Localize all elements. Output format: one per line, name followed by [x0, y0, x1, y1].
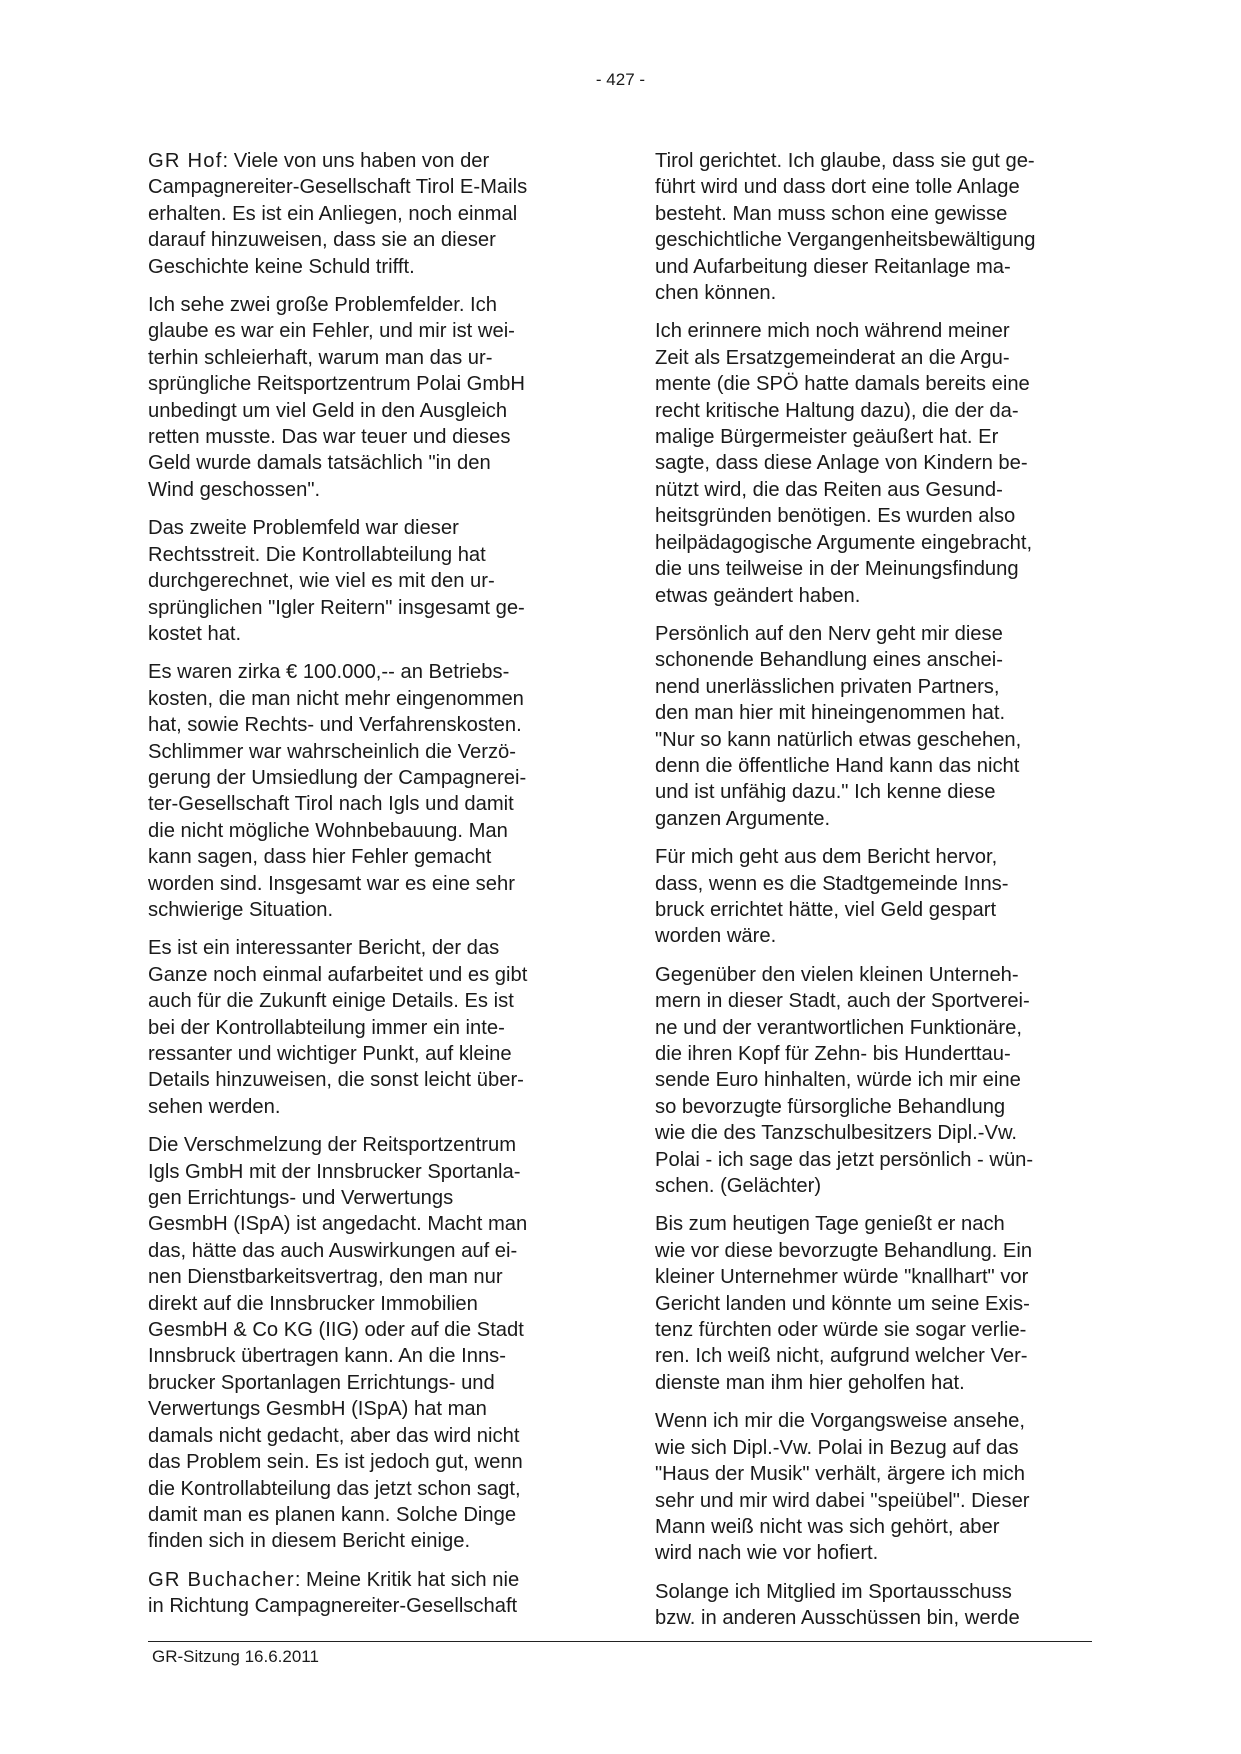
paragraph: Das zweite Problemfeld war dieser Rechtsstreit. Die Kontrollabteilung hat durchgerechnet, wie viel es mit den ur- sprünglichen "Igler Reitern" insgesamt ge- kostet hat. — [148, 517, 525, 645]
paragraph: Tirol gerichtet. Ich glaube, dass sie gut ge- führt wird und dass dort eine tolle Anlage besteht. Man muss schon eine gewisse geschichtliche Vergangenheitsbewältigung und Aufarbeitung dieser Reitanlage ma- chen können. — [655, 150, 1036, 305]
paragraph: Persönlich auf den Nerv geht mir diese schonende Behandlung eines anschei- nend unerlässlichen privaten Partners, den man hier mit hineingenommen hat. "Nur so kann natürlich etwas geschehen, denn die öffentliche Hand kann das nicht und ist unfähig dazu." Ich kenne diese ganzen Argumente. — [655, 622, 1022, 830]
paragraph: Wenn ich mir die Vorgangsweise ansehe, wie sich Dipl.-Vw. Polai in Bezug auf das "Haus der Musik" verhält, ärgere ich mich sehr und mir wird dabei "speiübel". Dieser Mann weiß nicht was sich gehört, aber wird nach wie vor hofiert. — [655, 1410, 1030, 1565]
paragraph — [148, 1567, 586, 1620]
paragraph: Ich sehe zwei große Problemfelder. Ich glaube es war ein Fehler, und mir ist wei- terhin schleierhaft, warum man das ur- sprüngliche Reitsportzentrum Polai GmbH unbedingt um viel Geld in den Ausgleich retten musste. Das war teuer und dieses Geld wurde damals tatsächlich "in den Wind geschossen". — [148, 294, 525, 501]
paragraph: Bis zum heutigen Tage genießt er nach wie vor diese bevorzugte Behandlung. Ein kleiner Unternehmer würde "knallhart" vor Gericht landen und könnte um seine Exis- tenz fürchten oder würde sie sogar verlie- ren. Ich weiß nicht, aufgrund welcher Ver- dienste man ihm hier geholfen hat. — [655, 1213, 1033, 1394]
page-number: - 427 - — [595, 70, 646, 89]
paragraph: Solange ich Mitglied im Sportausschuss bzw. in anderen Ausschüssen bin, werde — [655, 1580, 1020, 1630]
right-column — [655, 148, 1093, 1644]
speaker-name: GR Hof — [148, 150, 223, 172]
paragraph-text: : Viele von uns haben von der Campagnereiter-Gesellschaft Tirol E-Mails erhalten. Es ist ein Anliegen, noch einmal darauf hinzuweisen, dass sie an dieser Geschichte keine Schuld trifft. — [148, 150, 528, 278]
left-column — [148, 148, 586, 1632]
paragraph — [148, 148, 586, 280]
paragraph: Es ist ein interessanter Bericht, der das Ganze noch einmal aufarbeitet und es gibt auch für die Zukunft einige Details. Es ist bei der Kontrollabteilung immer ein inte- ressanter und wichtiger Punkt, auf kleine Details hinzuweisen, die sonst leicht über- sehen werden. — [148, 937, 528, 1118]
paragraph: Ich erinnere mich noch während meiner Zeit als Ersatzgemeinderat an die Argu- mente (die SPÖ hatte damals bereits eine recht kritische Haltung dazu), die der da- malige Bürgermeister geäußert hat. Er sagte, dass diese Anlage von Kindern be- nützt wird, die das Reiten aus Gesund- heitsgründen benötigen. Es wurden also heilpädagogische Argumente eingebracht, die uns teilweise in der Meinungsfindung etwas geändert haben. — [655, 320, 1033, 607]
footer-text: GR-Sitzung 16.6.2011 — [152, 1647, 319, 1666]
paragraph-text: : Meine Kritik hat sich nie in Richtung Campagnereiter-Gesellschaft — [148, 1568, 520, 1618]
paragraph: Es waren zirka € 100.000,-- an Betriebs- kosten, die man nicht mehr eingenommen hat, sowie Rechts- und Verfahrenskosten. Schlimmer war wahrscheinlich die Verzö- gerung der Umsiedlung der Campagnerei- ter-Gesellschaft Tirol nach Igls und damit die nicht mögliche Wohnbebauung. Man kann sagen, dass hier Fehler gemacht worden sind. Insgesamt war es eine sehr schwierige Situation. — [148, 661, 527, 921]
paragraph: Für mich geht aus dem Bericht hervor, dass, wenn es die Stadtgemeinde Inns- bruck errichtet hätte, viel Geld gespart worden wäre. — [655, 846, 1009, 948]
paragraph: Die Verschmelzung der Reitsportzentrum Igls GmbH mit der Innsbrucker Sportanla- gen Errichtungs- und Verwertungs GesmbH (ISpA) ist angedacht. Macht man das, hätte das auch Auswirkungen auf ei- nen Dienstbarkeitsvertrag, den man nur direkt auf die Innsbrucker Immobilien GesmbH & Co KG (IIG) oder auf die Stadt Innsbruck übertragen kann. An die Inns- brucker Sportanlagen Errichtungs- und Verwertungs GesmbH (ISpA) hat man damals nicht gedacht, aber das wird nicht das Problem sein. Es ist jedoch gut, wenn die Kontrollabteilung das jetzt schon sagt, damit man es planen kann. Solche Dinge finden sich in diesem Bericht einige. — [148, 1134, 528, 1553]
speaker-name: GR Buchacher — [148, 1568, 295, 1591]
paragraph: Gegenüber den vielen kleinen Unterneh- mern in dieser Stadt, auch der Sportverei- ne und der verantwortlichen Funktionäre, die ihren Kopf für Zehn- bis Hunderttau- sende Euro hinhalten, würde ich mir eine so bevorzugte fürsorgliche Behandlung wie die des Tanzschulbesitzers Dipl.-Vw. Polai - ich sage das jetzt persönlich - wün- schen. (Gelächter) — [655, 963, 1034, 1198]
footer-divider — [148, 1641, 1092, 1642]
